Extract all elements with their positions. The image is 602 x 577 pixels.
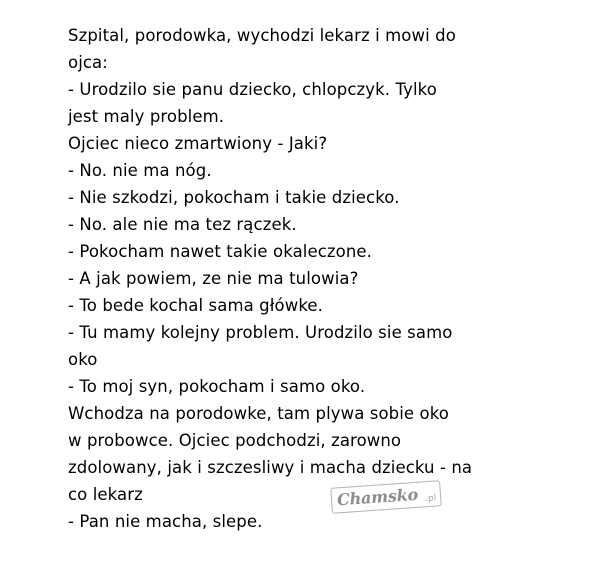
text-line: jest maly problem.: [68, 107, 225, 126]
text-line: Wchodza na porodowke, tam plywa sobie oko: [68, 404, 449, 423]
text-line: - No. nie ma nóg.: [68, 161, 212, 180]
text-line: - To moj syn, pokocham i samo oko.: [68, 377, 366, 396]
text-line: ojca:: [68, 53, 108, 72]
watermark-suffix: .pl: [424, 493, 437, 505]
text-line: Szpital, porodowka, wychodzi lekarz i mowi do: [68, 26, 456, 45]
text-line: oko: [68, 350, 98, 369]
text-line: - Nie szkodzi, pokocham i takie dziecko.: [68, 188, 400, 207]
text-line: - Tu mamy kolejny problem. Urodzilo sie samo: [68, 323, 453, 342]
text-line: - Urodzilo sie panu dziecko, chlopczyk. Tylko: [68, 80, 437, 99]
text-line: Ojciec nieco zmartwiony - Jaki?: [68, 134, 328, 153]
text-line: - Pokocham nawet takie okaleczone.: [68, 242, 373, 261]
text-line: w probowce. Ojciec podchodzi, zarowno: [68, 431, 402, 450]
text-line: - To bede kochal sama główke.: [68, 296, 323, 315]
text-line: zdolowany, jak i szczesliwy i macha dziecku - na: [68, 458, 473, 477]
text-line: - Pan nie macha, slepe.: [68, 512, 263, 531]
joke-text-block: [68, 22, 488, 535]
text-line: co lekarz: [68, 485, 143, 504]
watermark-name: Chamsko: [336, 484, 419, 510]
text-line: - No. ale nie ma tez rączek.: [68, 215, 297, 234]
text-line: - A jak powiem, ze nie ma tulowia?: [68, 269, 359, 288]
